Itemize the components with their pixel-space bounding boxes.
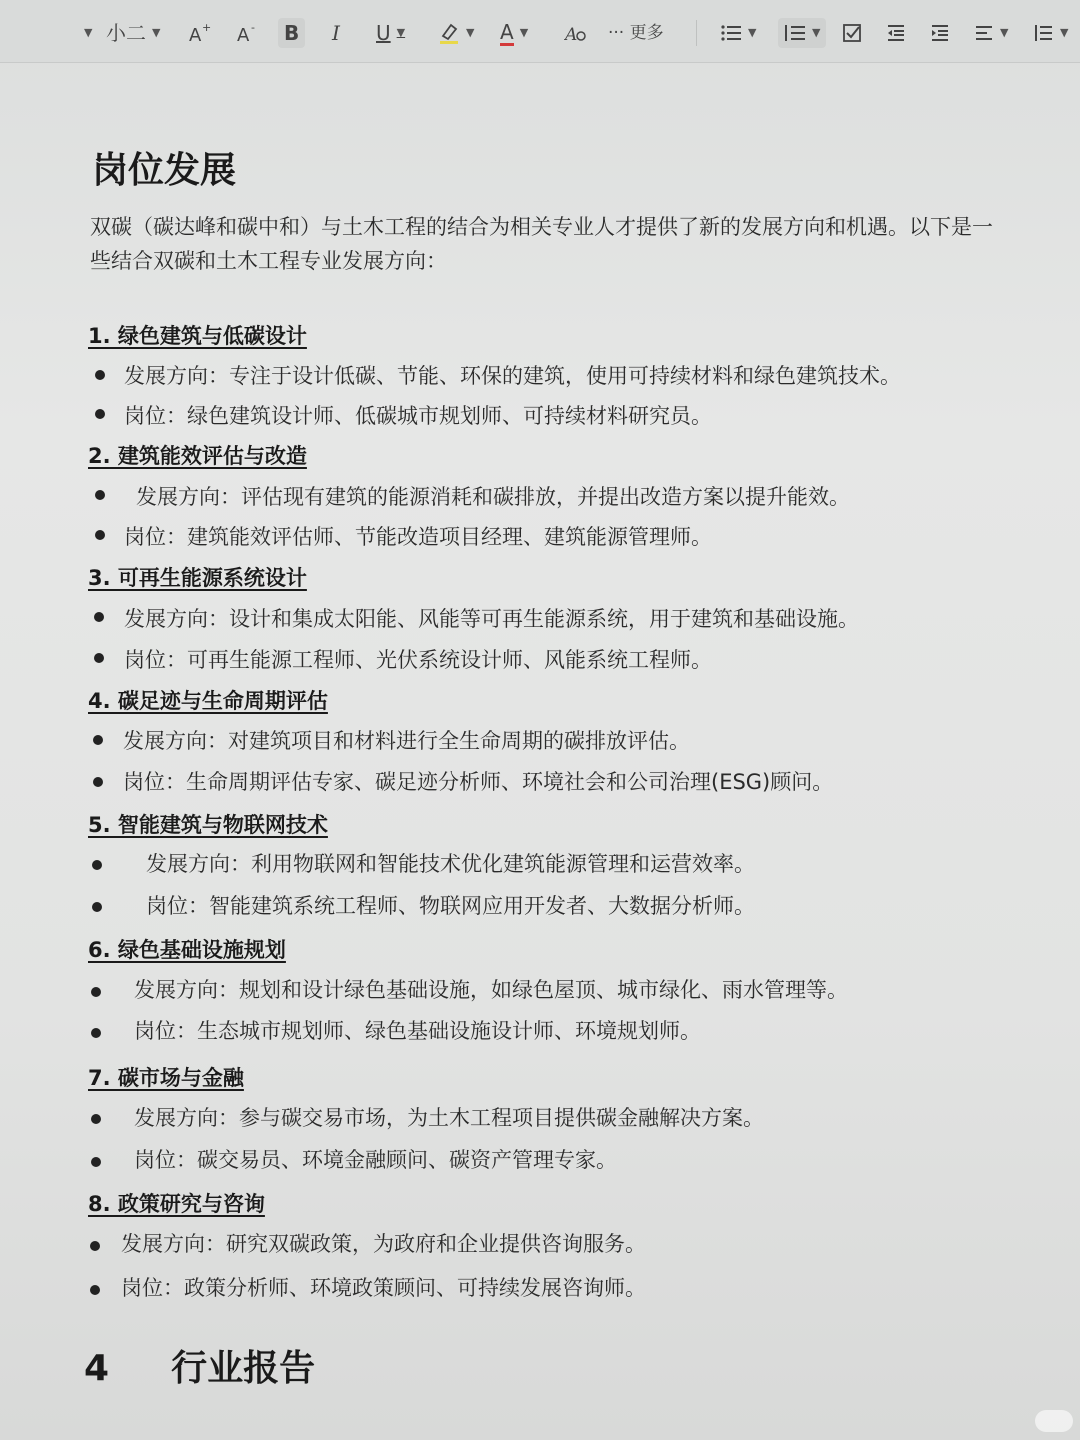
increase-indent-button[interactable] xyxy=(930,18,950,48)
chevron-down-icon: ▼ xyxy=(519,26,529,39)
align-left-icon xyxy=(974,23,994,43)
section-heading: 6. 绿色基础设施规划 xyxy=(88,938,286,962)
bold-button[interactable] xyxy=(278,18,305,48)
style-dropdown-caret[interactable]: ▼ xyxy=(84,26,93,39)
underline-button[interactable] xyxy=(376,18,405,48)
svg-text:+: + xyxy=(202,21,212,34)
bulleted-list-button[interactable] xyxy=(720,18,756,48)
bullet-icon xyxy=(91,1157,101,1167)
list-item: 发展方向：设计和集成太阳能、风能等可再生能源系统，用于建筑和基础设施。 xyxy=(124,607,859,631)
chevron-down-icon: ▼ xyxy=(1000,26,1009,39)
formatting-toolbar xyxy=(0,0,1080,63)
watermark-badge xyxy=(1035,1410,1073,1432)
list-item: 发展方向：研究双碳政策，为政府和企业提供咨询服务。 xyxy=(121,1232,646,1256)
clear-format-icon xyxy=(564,21,588,45)
svg-text:A: A xyxy=(565,25,578,45)
clear-format-button[interactable] xyxy=(564,18,588,48)
list-item: 发展方向：对建筑项目和材料进行全生命周期的碳排放评估。 xyxy=(123,729,690,753)
numbered-list-icon xyxy=(784,23,806,43)
svg-text:A: A xyxy=(237,25,250,45)
list-item: 岗位：建筑能效评估师、节能改造项目经理、建筑能源管理师。 xyxy=(124,525,712,549)
list-item: 岗位：绿色建筑设计师、低碳城市规划师、可持续材料研究员。 xyxy=(124,404,712,428)
chevron-down-icon: ▼ xyxy=(152,26,161,39)
line-spacing-icon xyxy=(1034,23,1054,43)
page-title: 岗位发展 xyxy=(92,150,237,191)
bullet-icon xyxy=(92,860,102,870)
checklist-button[interactable] xyxy=(842,18,862,48)
more-button[interactable] xyxy=(608,18,664,48)
list-item: 岗位：生命周期评估专家、碳足迹分析师、环境社会和公司治理(ESG)顾问。 xyxy=(123,770,834,794)
chevron-down-icon: ▼ xyxy=(466,26,475,39)
font-size-value: 小二 xyxy=(106,21,146,45)
next-section-heading xyxy=(84,1340,315,1391)
section-heading: 8. 政策研究与咨询 xyxy=(88,1192,265,1216)
bullet-icon xyxy=(94,612,104,622)
chevron-down-icon: ▼ xyxy=(1060,26,1069,39)
section-heading: 5. 智能建筑与物联网技术 xyxy=(88,813,328,837)
document-canvas[interactable] xyxy=(0,62,1080,1440)
section-heading: 7. 碳市场与金融 xyxy=(88,1066,244,1090)
chevron-down-icon: ▼ xyxy=(396,26,406,39)
italic-button[interactable] xyxy=(332,18,340,48)
highlighter-icon xyxy=(438,21,460,45)
list-item: 岗位：碳交易员、环境金融顾问、碳资产管理专家。 xyxy=(134,1148,617,1172)
italic-label: I xyxy=(332,21,340,45)
bullet-list-icon xyxy=(720,23,742,43)
bullet-icon xyxy=(95,370,105,380)
bullet-icon xyxy=(95,530,105,540)
bullet-icon xyxy=(92,902,102,912)
toolbar-divider xyxy=(696,20,697,46)
list-item: 发展方向：利用物联网和智能技术优化建筑能源管理和运营效率。 xyxy=(146,852,755,876)
list-item: 岗位：智能建筑系统工程师、物联网应用开发者、大数据分析师。 xyxy=(146,894,755,918)
bullet-icon xyxy=(93,735,103,745)
indent-icon xyxy=(930,23,950,43)
chevron-down-icon: ▼ xyxy=(748,26,757,39)
underline-label: U xyxy=(376,21,391,45)
list-item: 岗位：生态城市规划师、绿色基础设施设计师、环境规划师。 xyxy=(134,1019,701,1043)
list-item: 岗位：可再生能源工程师、光伏系统设计师、风能系统工程师。 xyxy=(124,648,712,672)
increase-font-icon xyxy=(188,21,212,45)
decrease-font-icon xyxy=(236,21,260,45)
outdent-icon xyxy=(886,23,906,43)
intro-paragraph: 双碳（碳达峰和碳中和）与土木工程的结合为相关专业人才提供了新的发展方向和机遇。以下是一些结合双碳和土木工程专业发展方向： xyxy=(90,215,993,273)
chevron-down-icon: ▼ xyxy=(812,26,821,39)
heading-number: 4 xyxy=(84,1348,110,1389)
more-label: ··· 更多 xyxy=(608,23,664,43)
bullet-icon xyxy=(90,1241,100,1251)
checkbox-icon xyxy=(842,23,862,43)
font-color-label: A xyxy=(500,19,514,44)
section-heading: 3. 可再生能源系统设计 xyxy=(88,566,307,590)
bold-label: B xyxy=(284,21,300,45)
bullet-icon xyxy=(95,409,105,419)
decrease-indent-button[interactable] xyxy=(886,18,906,48)
line-spacing-button[interactable] xyxy=(1034,18,1068,48)
numbered-list-button[interactable] xyxy=(778,18,826,48)
decrease-font-size-button[interactable] xyxy=(236,18,260,48)
section-heading: 1. 绿色建筑与低碳设计 xyxy=(88,324,307,348)
bullet-icon xyxy=(95,490,105,500)
bullet-icon xyxy=(90,1285,100,1295)
section-heading: 2. 建筑能效评估与改造 xyxy=(88,444,307,468)
increase-font-size-button[interactable] xyxy=(188,18,212,48)
list-item: 发展方向：评估现有建筑的能源消耗和碳排放，并提出改造方案以提升能效。 xyxy=(136,485,850,509)
bullet-icon xyxy=(91,987,101,997)
bullet-icon xyxy=(94,653,104,663)
bullet-icon xyxy=(91,1114,101,1124)
font-size-select[interactable] xyxy=(106,18,160,48)
svg-text:-: - xyxy=(251,21,255,34)
list-item: 岗位：政策分析师、环境政策顾问、可持续发展咨询师。 xyxy=(121,1276,646,1300)
section-heading: 4. 碳足迹与生命周期评估 xyxy=(88,689,328,713)
highlight-button[interactable] xyxy=(438,18,474,48)
align-button[interactable] xyxy=(974,18,1008,48)
heading-title: 行业报告 xyxy=(171,1348,316,1389)
svg-text:A: A xyxy=(189,25,202,45)
bullet-icon xyxy=(93,777,103,787)
list-item: 发展方向：参与碳交易市场，为土木工程项目提供碳金融解决方案。 xyxy=(134,1106,764,1130)
bullet-icon xyxy=(91,1028,101,1038)
font-color-button[interactable] xyxy=(500,18,528,48)
list-item: 发展方向：规划和设计绿色基础设施，如绿色屋顶、城市绿化、雨水管理等。 xyxy=(134,978,848,1002)
list-item: 发展方向：专注于设计低碳、节能、环保的建筑，使用可持续材料和绿色建筑技术。 xyxy=(124,364,901,388)
